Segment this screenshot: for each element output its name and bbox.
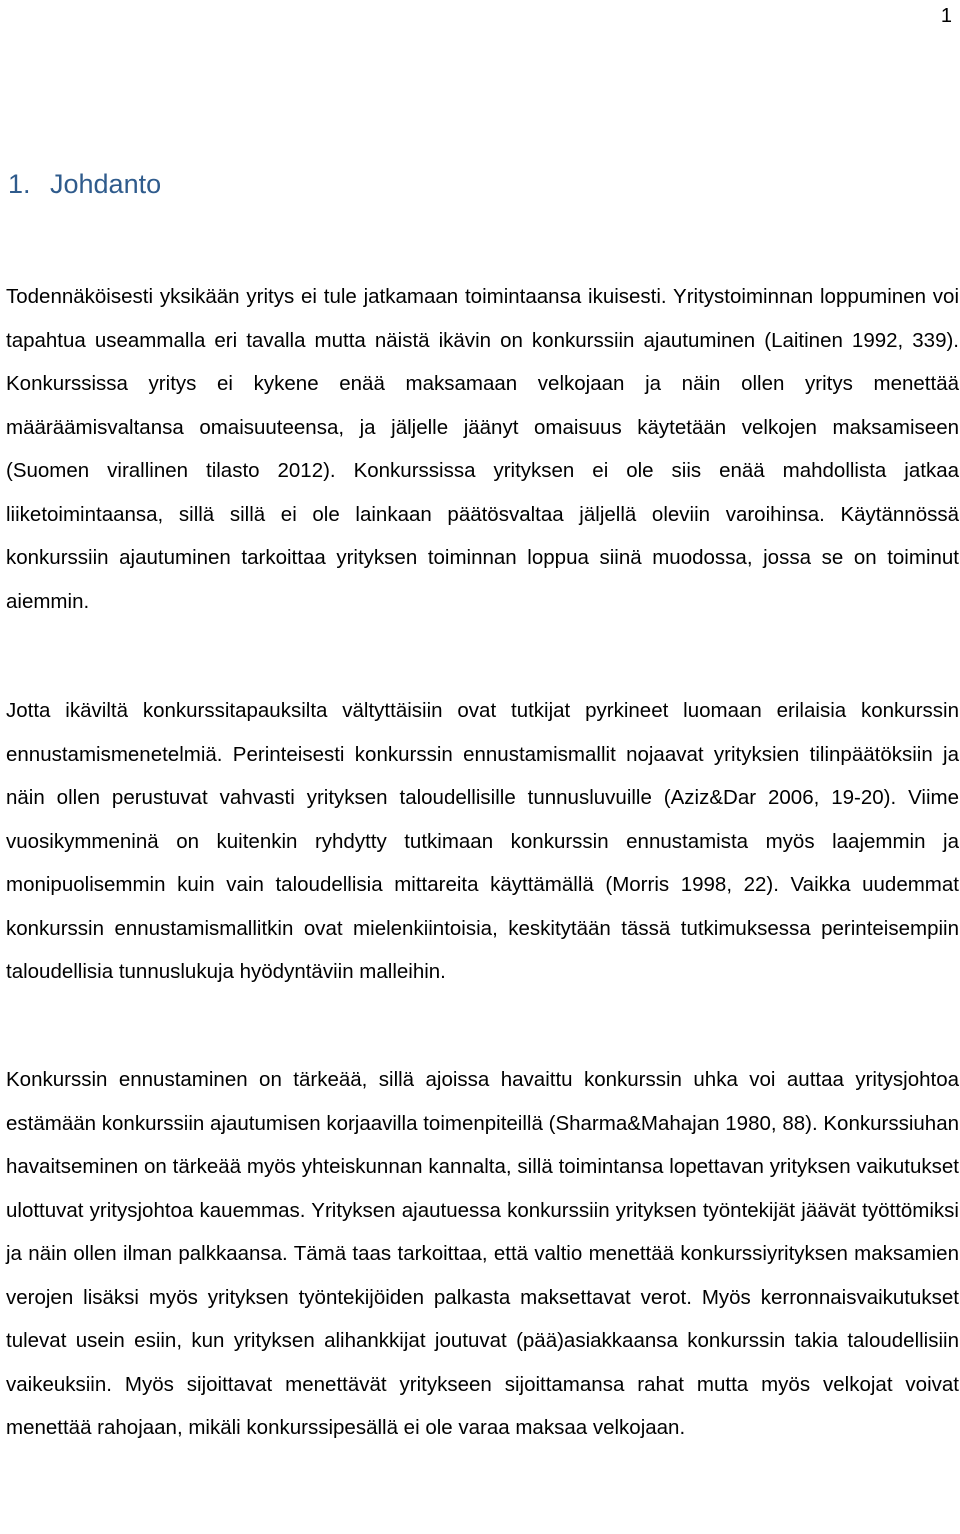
paragraph-prediction-methods: Jotta ikäviltä konkurssitapauksilta vältyttäisiin ovat tutkijat pyrkineet luomaan erilaisia konkurssin ennustamismenetelmiä. Perinteisesti konkurssin ennustamismallit nojaavat yrityksien tilinpäätöksiin ja näin ollen perustuvat vahvasti yrityksen taloudellisille tunnusluvuille (Aziz&Dar 2006, 19-20). Viime vuosikymmeninä on kuitenkin ryhdytty tutkimaan konkurssin ennustamista myös laajemmin ja monipuolisemmin kuin vain taloudellisia mittareita käyttämällä (Morris 1998, 22). Vaikka uudemmat konkurssin ennustamismallitkin ovat mielenkiintoisia, keskitytään tässä tutkimuksessa perinteisempiin taloudellisia tunnuslukuja hyödyntäviin malleihin. <box>6 699 959 983</box>
paragraph-importance: Konkurssin ennustaminen on tärkeää, sillä ajoissa havaittu konkurssin uhka voi auttaa yritysjohtoa estämään konkurssiin ajautumisen korjaavilla toimenpiteillä (Sharma&Mahajan 1980, 88). Konkurssiuhan havaitseminen on tärkeää myös yhteiskunnan kannalta, sillä toimintansa lopettavan yrityksen vaikutukset ulottuvat yritysjohtoa kauemmas. Yrityksen ajautuessa konkurssiin yrityksen työntekijät jäävät työttömiksi ja näin ollen ilman palkkaansa. Tämä taas tarkoittaa, että valtio menettää konkurssiyrityksen maksamien verojen lisäksi myös yrityksen työntekijöiden palkasta maksettavat verot. Myös kerronnaisvaikutukset tulevat usein esiin, kun yrityksen alihankkijat joutuvat (pää)asiakkaansa konkurssin takia taloudellisiin vaikeuksiin. Myös sijoittavat menettävät yritykseen sijoittamansa rahat mutta myös velkojat voivat menettää rahojaan, mikäli konkurssipesällä ei ole varaa maksaa velkojaan. <box>6 1068 959 1439</box>
section-heading <box>8 166 161 202</box>
paragraph-introduction: Todennäköisesti yksikään yritys ei tule jatkamaan toimintaansa ikuisesti. Yritystoiminnan loppuminen voi tapahtua useammalla eri tavalla mutta näistä ikävin on konkurssiin ajautuminen (Laitinen 1992, 339). Konkurssissa yritys ei kykene enää maksamaan velkojaan ja näin ollen yritys menettää määräämisvaltansa omaisuuteensa, ja jäljelle jäänyt omaisuus käytetään velkojen maksamiseen (Suomen virallinen tilasto 2012). Konkurssissa yrityksen ei ole siis enää mahdollista jatkaa liiketoimintaansa, sillä sillä ei ole lainkaan päätösvaltaa jäljellä oleviin varoihinsa. Käytännössä konkurssiin ajautuminen tarkoittaa yrityksen toiminnan loppua siinä muodossa, jossa se on toiminut aiemmin. <box>6 285 959 613</box>
section-number: 1. <box>8 169 31 199</box>
section-title: Johdanto <box>50 169 162 199</box>
page-number: 1 <box>940 5 952 27</box>
